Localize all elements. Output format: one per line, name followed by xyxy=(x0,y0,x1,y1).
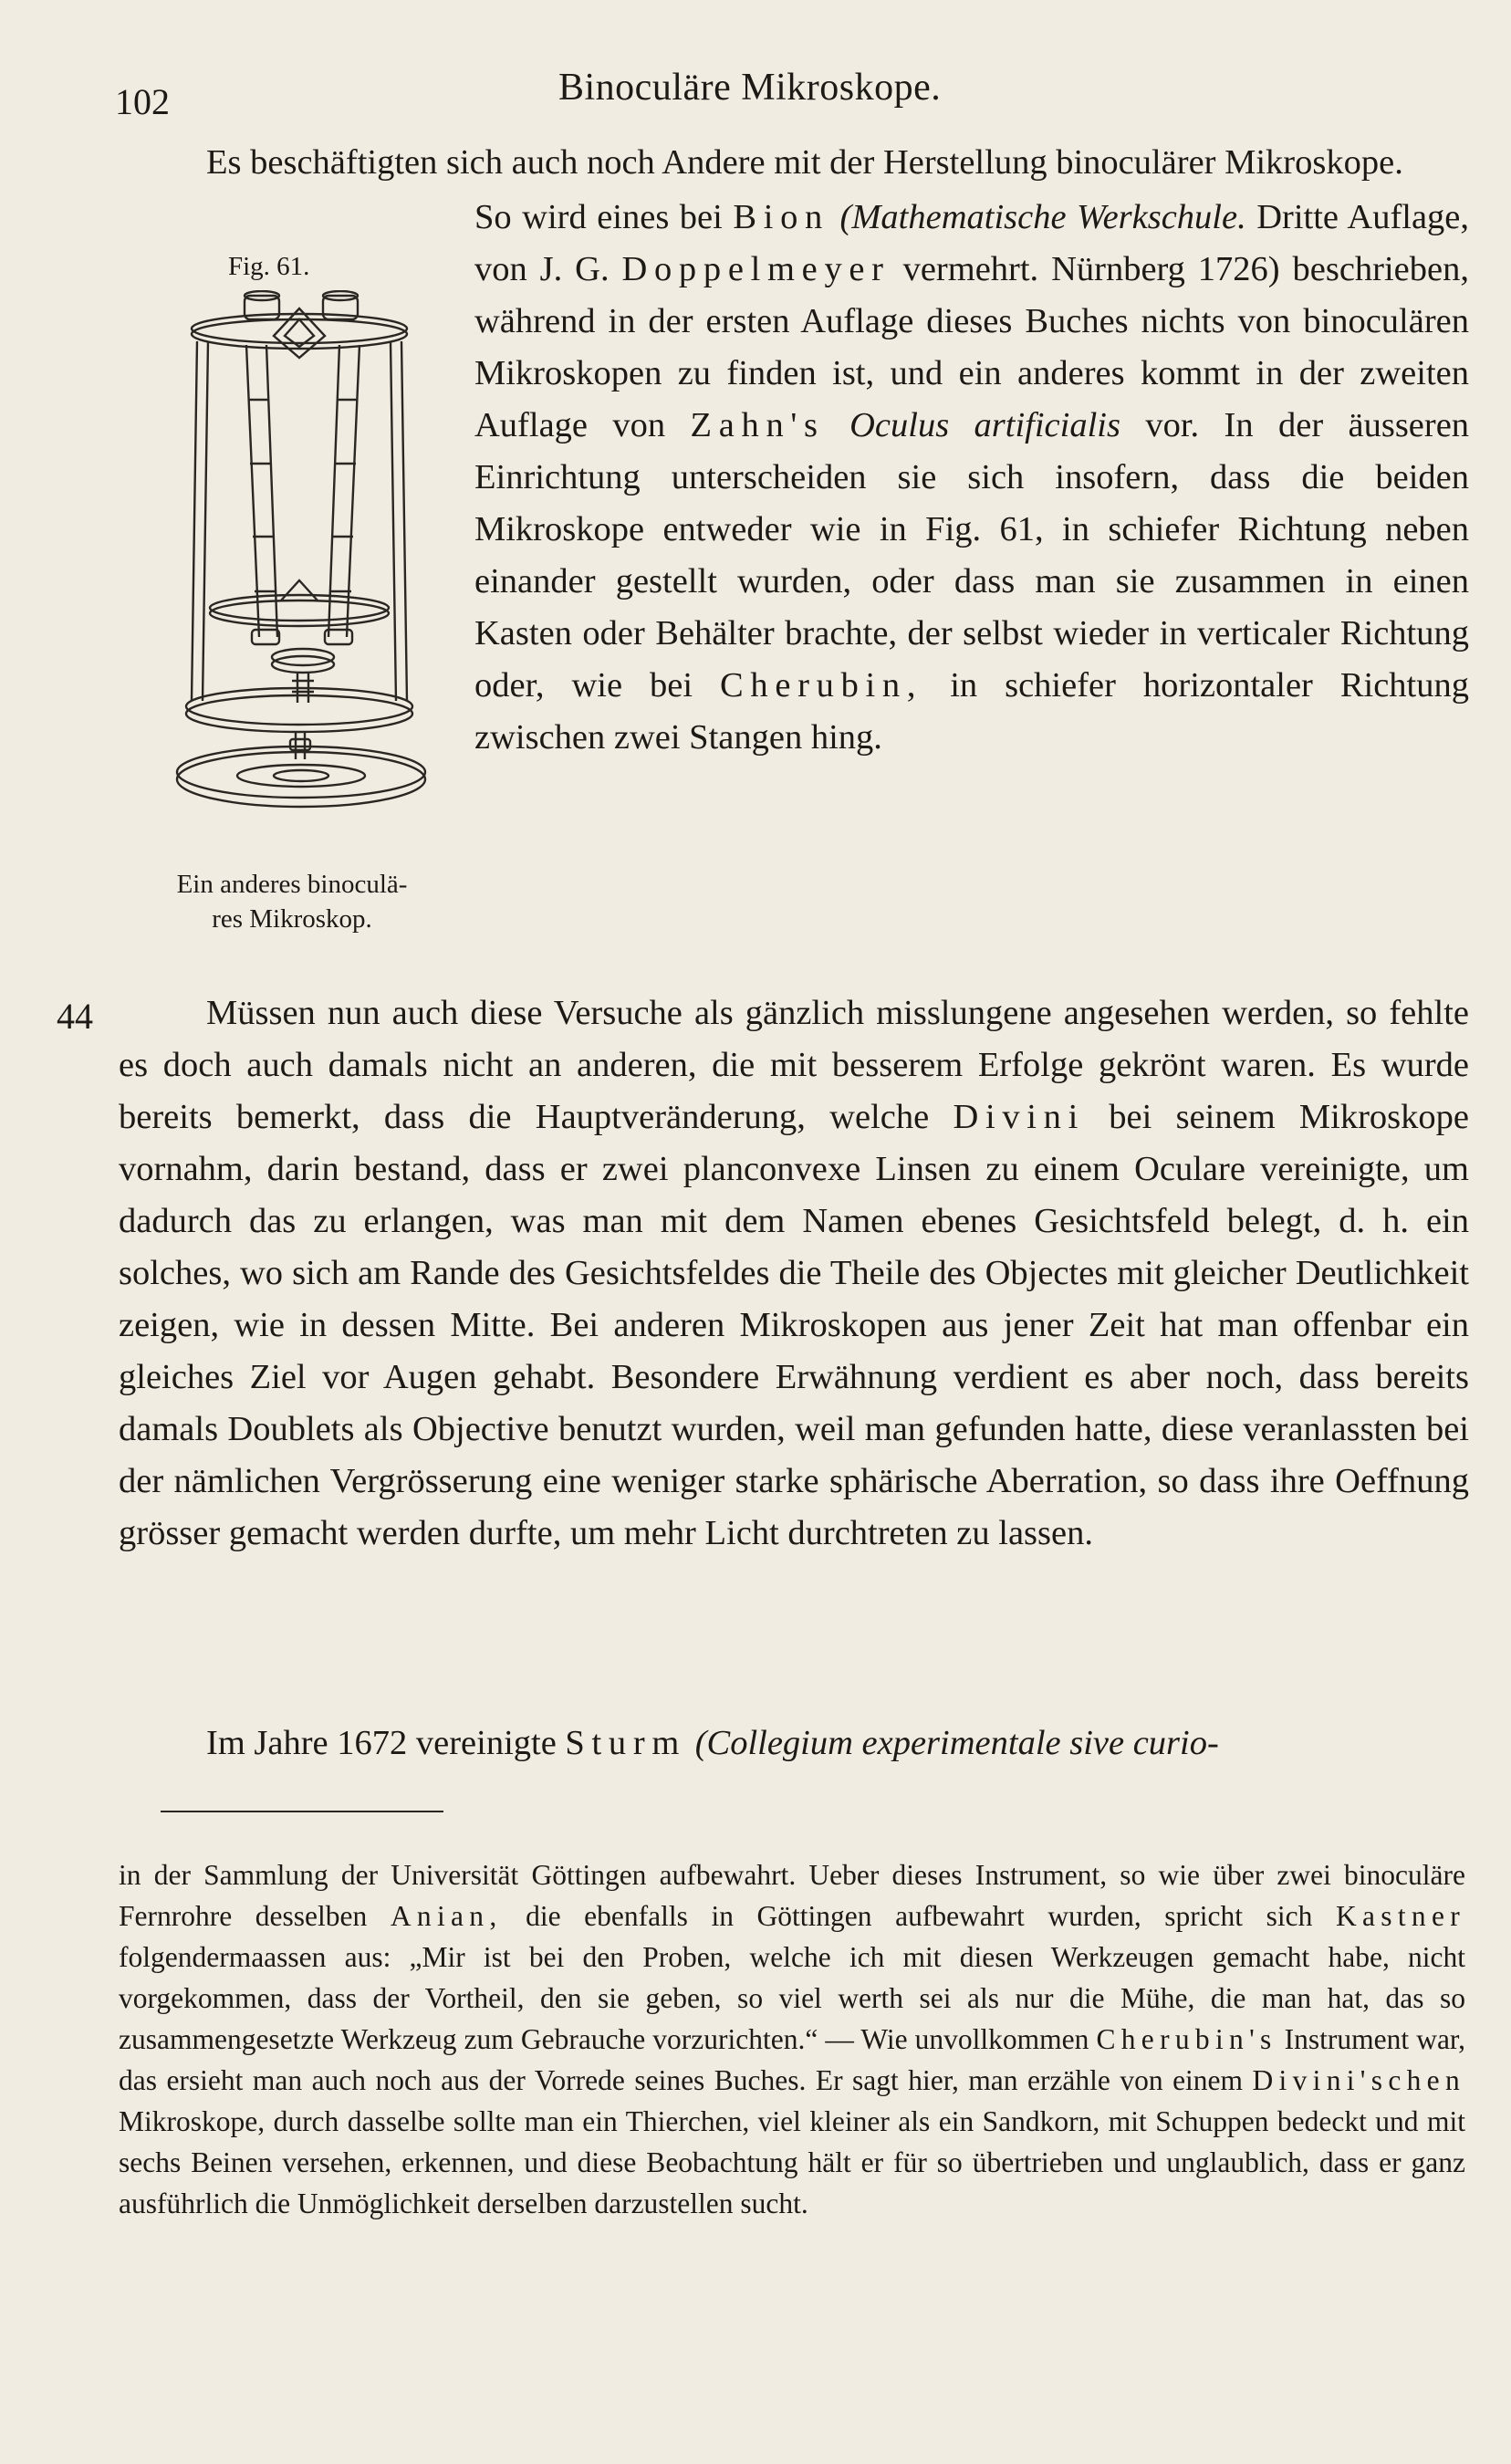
author-name-doppelmeyer: Doppelmeyer xyxy=(621,250,891,288)
sturm-paragraph xyxy=(119,1717,1469,1770)
page-number: 102 xyxy=(115,81,170,122)
body-text: bei seinem Mikroskope vornahm, darin bestand, dass er zwei planconvexe Linsen zu einem Oculare vereinigte, um dadurch das zu erlangen, was man mit dem Namen ebenes Gesichtsfeld belegt, d. h. ein solches, wo sich am Rande des Gesichtsfeldes die Theile des Objectes mit gleicher Deutlichkeit zeigen, wie in dessen Mitte. Bei anderen Mikroskopen aus jener Zeit hat man offenbar ein gleiches Ziel vor Augen gehabt. Besondere Erwähnung verdient es aber noch, dass bereits damals Doublets als Objective benutzt wurden, weil man gefunden hatte, diese veranlassten bei der nämlichen Vergrösserung eine weniger starke sphärische Aberration, so dass ihre Oeffnung grösser gemacht werden durfte, um mehr Licht durchtreten zu lassen. xyxy=(119,1098,1469,1552)
intro-text: Dritte Auflage, von J. G. xyxy=(474,198,1470,288)
book-title-bion: (Mathematische Werkschule. xyxy=(839,198,1246,236)
footnote-text: folgendermaassen aus: „Mir ist bei den Proben, welche ich mit diesen Werkzeugen gemacht habe, nicht vorgekommen, dass der Vortheil, den sie geben, so viel werth sei als nur die Mühe, die man hat, das so zusammengesetzte Werkzeug zum Gebrauche vorzurichten.“ — Wie unvollkommen xyxy=(119,1941,1465,2055)
author-name-cherubin: Cherubin, xyxy=(720,666,923,705)
author-name-divini: Divini xyxy=(953,1098,1086,1136)
author-name-zahn: Zahn's xyxy=(690,406,825,444)
section-margin-number: 44 xyxy=(57,996,93,1037)
footnote-rule xyxy=(161,1811,443,1812)
binocular-microscope-illustration xyxy=(164,290,438,838)
body-text: Im Jahre 1672 vereinigte xyxy=(206,1724,557,1762)
body-text: Müssen nun auch diese Versuche als gänzlich misslungene angesehen werden, so fehlte es doch auch damals nicht an anderen, die mit besserem Erfolge gekrönt waren. Es wurde bereits bemerkt, dass die Hauptveränderung, welche xyxy=(119,994,1469,1136)
author-name-kastner: Kastner xyxy=(1335,1900,1466,1932)
intro-text: in schiefer horizontaler Richtung zwischen zwei Stangen hing. xyxy=(474,666,1469,757)
footnote-text: Mikroskope, durch dasselbe sollte man ein Thierchen, viel kleiner als ein Sandkorn, mit Schuppen bedeckt und mit sechs Beinen versehen, erkennen, und diese Beobachtung hält er für so übertrieben und unglaublich, dass er ganz ausführlich die Unmöglichkeit derselben darzustellen sucht. xyxy=(119,2105,1465,2219)
intro-text: vor. In der äusseren Einrichtung unterscheiden sie sich insofern, dass die beiden Mikroskope entweder wie in Fig. 61, in schiefer Richtung neben einander gestellt wurden, oder dass man sie zusammen in einen Kasten oder Behälter brachte, der selbst wieder in verticaler Richtung oder, wie bei xyxy=(474,406,1470,705)
book-title-sturm: (Collegium experimentale sive curio- xyxy=(694,1724,1219,1762)
book-title-zahn: Oculus artificialis xyxy=(849,406,1120,444)
intro-paragraph: So wird eines bei Bion (Mathematische Werkschule. Dritte Auflage, von J. G. Doppelmeyer vermehrt. Nürnberg 1726) beschrieben, während in der ersten Auflage dieses Buches nichts von binoculären Mikroskopen zu finden ist, und ein anderes kommt in der zweiten Auflage von Zahn's Oculus artificialis vor. In der äusseren Einrichtung unterscheiden sie sich insofern, dass die beiden Mikroskope entweder wie in Fig. 61, in schiefer Richtung neben einander gestellt wurden, oder dass man sie zusammen in einen Kasten oder Behälter brachte, der selbst wieder in verticaler Richtung oder, wie bei Cherubin, in schiefer horizontaler Richtung zwischen zwei Stangen hing. xyxy=(474,198,1470,757)
intro-paragraph-top: Es beschäftigten sich auch noch Andere mit der Herstellung binoculärer Mikroskope. xyxy=(206,143,1403,182)
intro-text: vermehrt. Nürnberg 1726) beschrieben, während in der ersten Auflage dieses Buches nichts von binoculären Mikroskopen zu finden ist, und ein anderes kommt in der zweiten Auflage von xyxy=(474,250,1469,444)
footnote-text: die ebenfalls in Göttingen aufbewahrt wurden, spricht sich xyxy=(526,1900,1313,1932)
author-name-cherubin: Cherubin's xyxy=(1096,2023,1277,2055)
footnote-text: in der Sammlung der Universität Göttingen aufbewahrt. Ueber dieses Instrument, so wie über zwei binoculäre Fernrohre desselben xyxy=(119,1859,1465,1932)
figure-caption xyxy=(119,867,465,936)
figure-caption-line: res Mikroskop. xyxy=(212,904,372,934)
running-header: Binoculäre Mikroskope. xyxy=(558,67,942,109)
author-name-bion: Bion xyxy=(733,198,830,236)
footnote xyxy=(119,1854,1465,2224)
author-name-sturm: Sturm xyxy=(565,1724,687,1762)
footnote-text: Instrument war, das ersieht man auch noch aus der Vorrede seines Buches. Er sagt hier, man erzähle von einem xyxy=(119,2023,1466,2096)
section-44-paragraph xyxy=(119,987,1469,1560)
figure-label: Fig. 61. xyxy=(228,252,310,281)
figure-caption-line: Ein anderes binoculä- xyxy=(176,870,408,899)
author-name-anian: Anian, xyxy=(390,1900,503,1932)
author-name-divini: Divini'schen xyxy=(1252,2064,1465,2096)
